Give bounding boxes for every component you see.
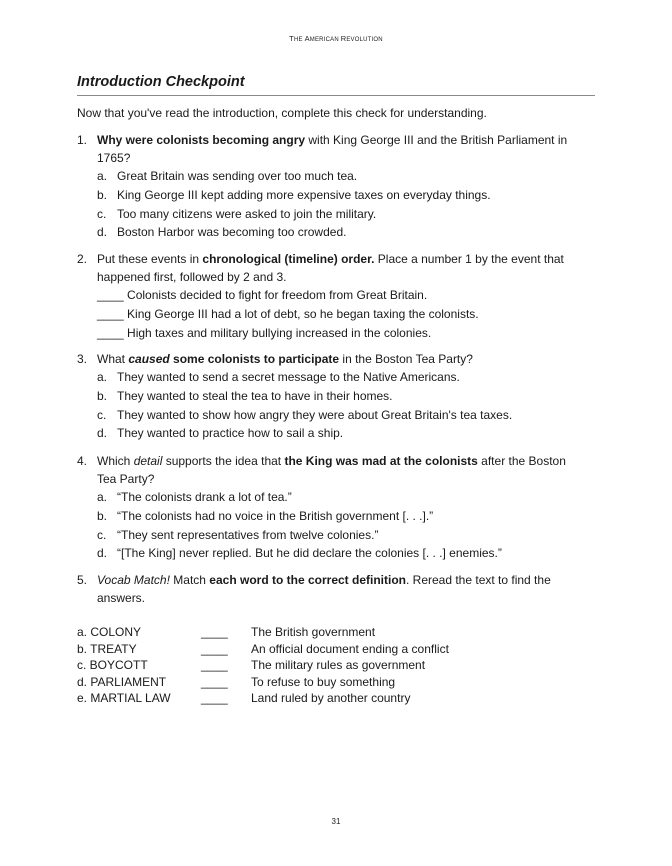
answer-blank[interactable]: ____ [201, 691, 228, 705]
event-text: Colonists decided to fight for freedom from Great Britain. [127, 288, 428, 302]
header-text: A [304, 34, 310, 43]
stem-bold: Why were colonists becoming angry [97, 133, 306, 147]
question-number: 5. [77, 573, 88, 587]
stem-text: What [97, 352, 129, 366]
answer-option[interactable] [97, 186, 577, 205]
option-text: They wanted to show how angry they were about Great Britain's tea taxes. [117, 407, 513, 422]
option-text: “The colonists had no voice in the British government [. . .].” [117, 508, 434, 523]
option-text: They wanted to practice how to sail a ship. [117, 426, 344, 441]
answer-options [97, 488, 577, 563]
answer-option[interactable] [97, 424, 577, 443]
stem-text: in the Boston Tea Party? [339, 352, 473, 366]
option-letter: d. [97, 426, 108, 441]
answer-blank[interactable]: ____ [201, 641, 228, 656]
intro-text: Now that you've read the introduction, complete this check for understanding. [77, 106, 487, 120]
answer-blank[interactable]: ____ [97, 325, 124, 340]
answer-blank[interactable]: ____ [201, 674, 228, 689]
option-text: Boston Harbor was becoming too crowded. [117, 225, 347, 240]
question-stem [97, 131, 577, 167]
answer-option[interactable] [97, 544, 577, 563]
option-letter: b. [97, 388, 108, 403]
answer-blank[interactable]: ____ [201, 658, 228, 672]
stem-bold: some colonists to participate [169, 352, 340, 366]
answer-option[interactable] [97, 406, 577, 425]
question-2 [77, 250, 577, 342]
title-divider [77, 95, 595, 96]
timeline-event [97, 324, 577, 343]
question-number: 4. [77, 454, 88, 468]
header-text: R [340, 34, 347, 43]
header-text: HE [293, 37, 305, 43]
stem-text: . Reread the text to find the answers. [97, 573, 551, 605]
vocab-term: e. MARTIAL LAW [77, 691, 171, 705]
stem-text: with King George III and the British Parliament in 1765? [97, 133, 568, 165]
question-1 [77, 131, 577, 242]
option-letter: b. [97, 508, 108, 523]
vocab-definition: To refuse to buy something [251, 674, 396, 689]
answer-option[interactable] [97, 507, 577, 526]
stem-italic: detail [133, 454, 163, 468]
answer-blank[interactable]: ____ [201, 625, 228, 639]
option-text: “They sent representatives from twelve colonies.” [117, 527, 379, 542]
option-text: They wanted to send a secret message to the Native Americans. [117, 370, 460, 384]
option-letter: a. [97, 370, 108, 384]
stem-text: Match [169, 573, 210, 587]
stem-text: supports the idea that [162, 454, 285, 468]
option-text: “The colonists drank a lot of tea.” [117, 490, 292, 504]
header-text: EVOLUTION [346, 37, 383, 43]
stem-text: after the Boston Tea Party? [97, 454, 566, 486]
option-letter: d. [97, 546, 108, 561]
answer-options [97, 167, 577, 242]
vocab-term: c. BOYCOTT [77, 658, 148, 672]
question-3 [77, 350, 577, 443]
timeline-event [97, 305, 577, 324]
event-text: King George III had a lot of debt, so he began taxing the colonists. [127, 306, 479, 321]
page-title: Introduction Checkpoint [77, 74, 245, 90]
option-letter: c. [97, 527, 107, 542]
question-stem [97, 350, 577, 368]
stem-bold: each word to the correct definition [209, 573, 406, 587]
stem-bold: the King was mad at the colonists [284, 454, 478, 468]
vocab-term: b. TREATY [77, 641, 137, 656]
running-header [0, 34, 672, 43]
stem-text: Put these events in [97, 252, 203, 266]
option-letter: d. [97, 225, 108, 240]
question-4 [77, 452, 577, 563]
timeline-event [97, 286, 577, 305]
vocab-definition: The British government [251, 625, 376, 639]
question-number: 1. [77, 133, 88, 147]
vocab-term: a. COLONY [77, 625, 142, 639]
option-text: King George III kept adding more expensive taxes on everyday things. [117, 187, 491, 202]
option-text: “[The King] never replied. But he did declare the colonies [. . .] enemies.” [117, 546, 502, 561]
option-letter: a. [97, 490, 108, 504]
question-stem [97, 250, 577, 286]
stem-bold-italic: caused [128, 352, 170, 366]
option-text: Too many citizens were asked to join the military. [117, 206, 377, 221]
page-number: 31 [331, 817, 341, 826]
question-5 [77, 571, 577, 607]
stem-text: Place a number 1 by the event that happened first, followed by 2 and 3. [97, 252, 564, 284]
answer-option[interactable] [97, 488, 577, 507]
answer-option[interactable] [97, 223, 577, 242]
answer-blank[interactable]: ____ [97, 306, 124, 321]
answer-option[interactable] [97, 368, 577, 387]
vocab-definition: An official document ending a conflict [251, 641, 449, 656]
answer-blank[interactable]: ____ [97, 288, 124, 302]
vocab-definition: Land ruled by another country [251, 691, 411, 705]
option-letter: c. [97, 407, 107, 422]
answer-option[interactable] [97, 167, 577, 186]
answer-options [97, 368, 577, 443]
answer-option[interactable] [97, 205, 577, 224]
answer-option[interactable] [97, 387, 577, 406]
option-text: They wanted to steal the tea to have in their homes. [117, 388, 393, 403]
stem-bold: chronological (timeline) order. [202, 252, 375, 266]
timeline-events [97, 286, 577, 342]
question-stem [97, 452, 577, 488]
header-text: T [289, 34, 294, 43]
answer-option[interactable] [97, 526, 577, 545]
vocab-definition: The military rules as government [251, 658, 426, 672]
event-text: High taxes and military bullying increased in the colonies. [127, 325, 432, 340]
option-letter: b. [97, 187, 108, 202]
vocab-term: d. PARLIAMENT [77, 674, 167, 689]
question-number: 3. [77, 352, 88, 366]
option-letter: a. [97, 169, 108, 183]
option-letter: c. [97, 206, 107, 221]
option-text: Great Britain was sending over too much tea. [117, 169, 358, 183]
stem-text: Which [97, 454, 134, 468]
stem-italic: Vocab Match! [97, 573, 170, 587]
header-text: MERICAN [309, 37, 341, 43]
question-number: 2. [77, 252, 88, 266]
question-stem [97, 571, 577, 607]
